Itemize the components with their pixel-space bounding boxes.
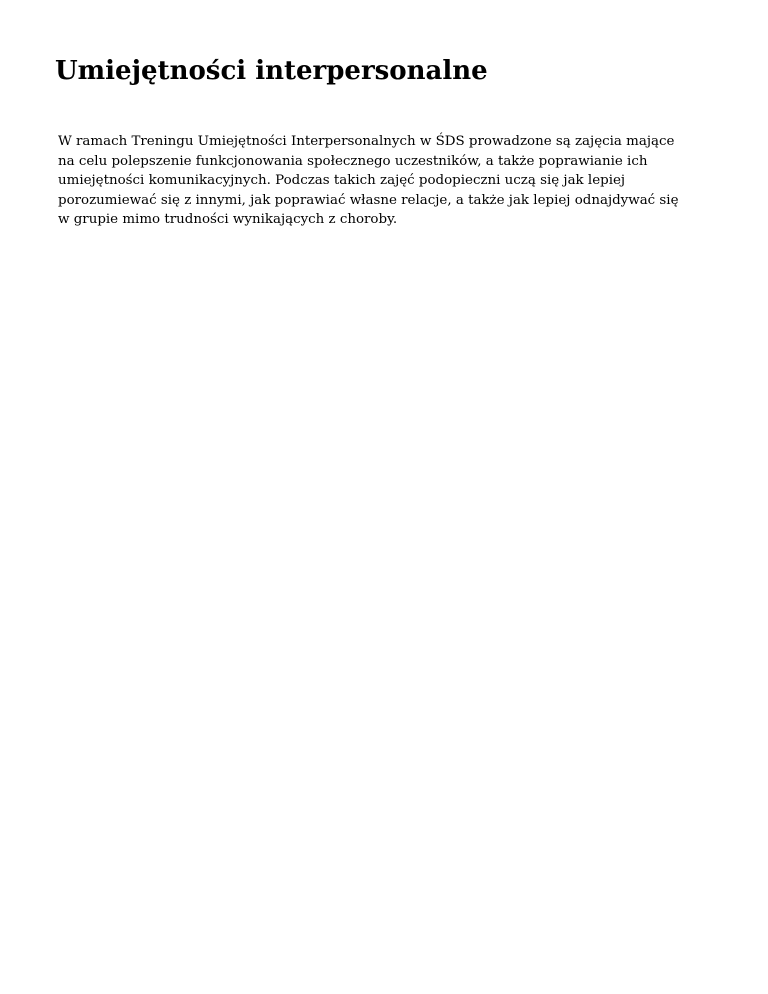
body-paragraph xyxy=(58,132,718,230)
paragraph-line: umiejętności komunikacyjnych. Podczas takich zajęć podopieczni uczą się jak lepiej xyxy=(58,173,626,188)
paragraph-line: porozumiewać się z innymi, jak poprawiać własne relacje, a także jak lepiej odnajdywać się xyxy=(58,192,679,208)
paragraph-line: W ramach Treningu Umiejętności Interpersonalnych w ŚDS prowadzone są zajęcia mające xyxy=(58,134,675,149)
page-title: Umiejętności interpersonalne xyxy=(55,56,488,86)
paragraph-line: w grupie mimo trudności wynikających z choroby. xyxy=(58,212,398,227)
paragraph-line: na celu polepszenie funkcjonowania społecznego uczestników, a także poprawianie ich xyxy=(58,153,648,169)
